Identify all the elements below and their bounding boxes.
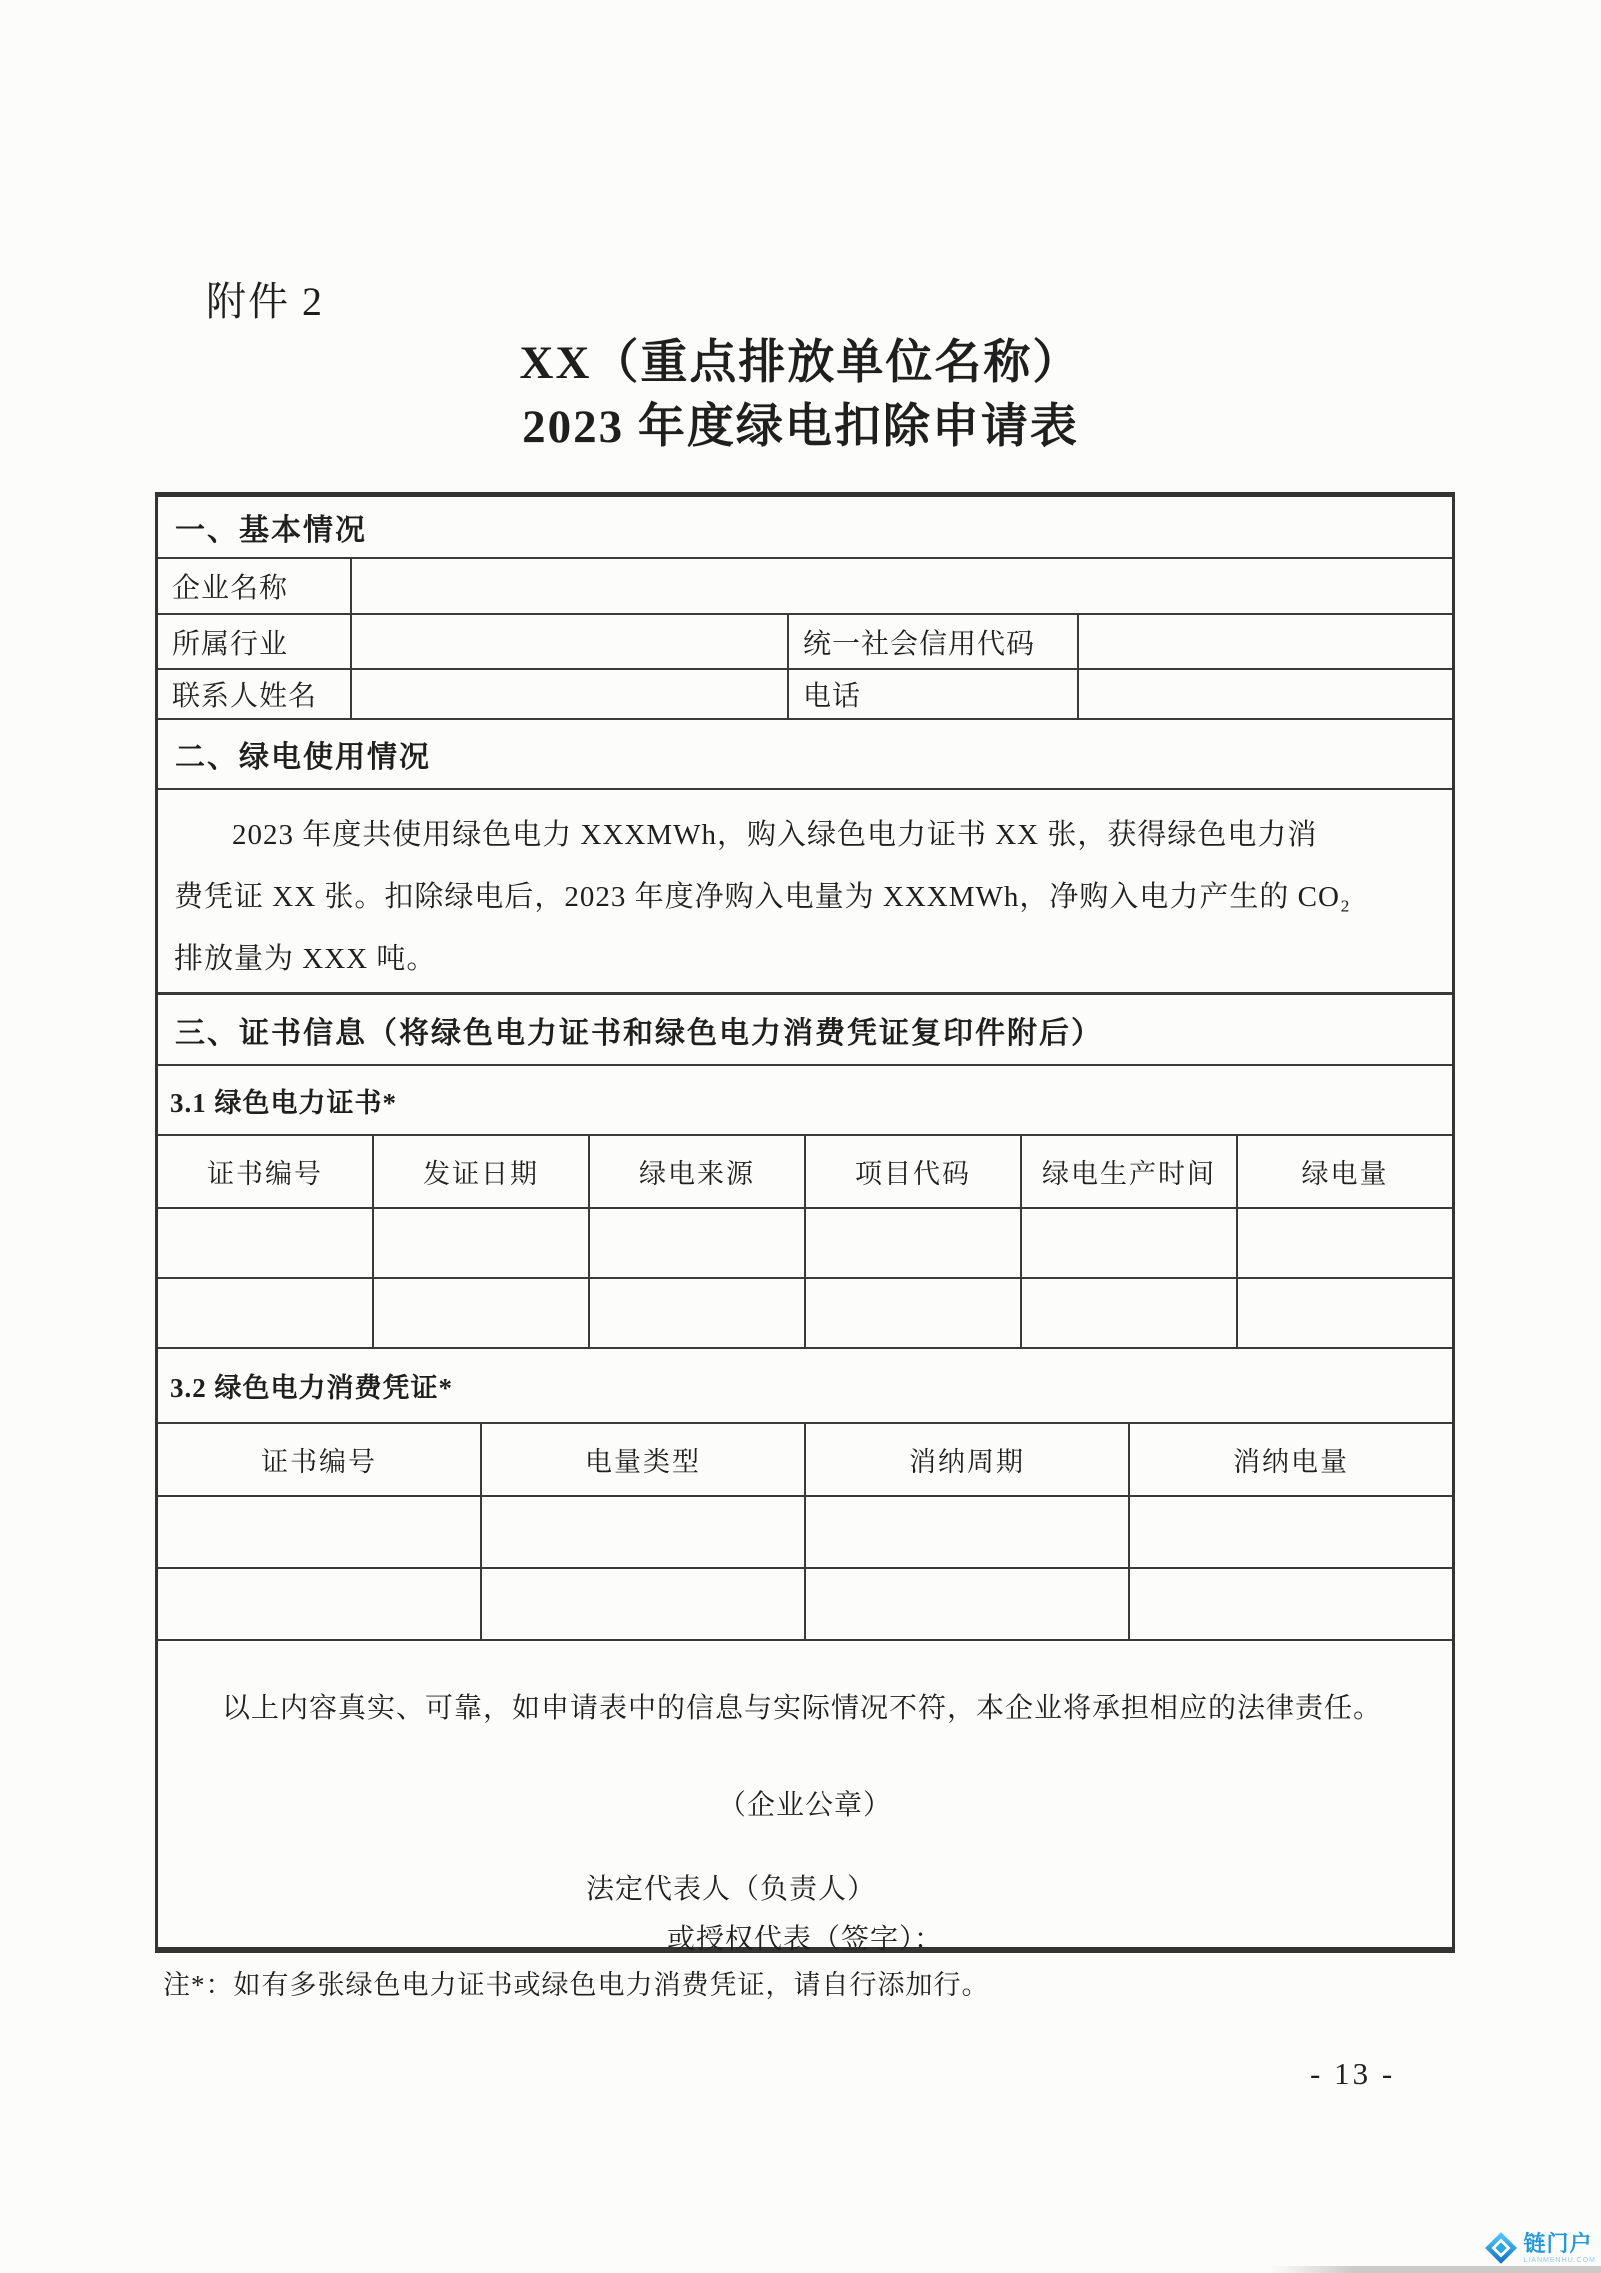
consumption-table-empty-row [158,1497,1452,1569]
credit-code-value-cell [1079,615,1452,668]
phone-label: 电话 [789,670,1079,718]
attachment-label: 附件 2 [206,279,324,324]
consumption-col-amount: 消纳电量 [1233,1447,1349,1477]
cert-col-project-code: 项目代码 [806,1136,1022,1207]
cert-empty-cell [806,1279,1022,1347]
company-name-label: 企业名称 [158,559,352,613]
cert-empty-cell [158,1279,374,1347]
cert-empty-cell [1022,1279,1238,1347]
section3-header: 三、证书信息（将绿色电力证书和绿色电力消费凭证复印件附后） [158,995,1452,1066]
page-title [0,331,1601,459]
cert-empty-cell [590,1209,806,1277]
authorized-representative-line: 或授权代表（签字）： [666,1924,943,1955]
cert-col-number: 证书编号 [158,1136,374,1207]
cert-table-empty-row [158,1279,1452,1349]
cert-empty-cell [1238,1209,1452,1277]
consumption-empty-cell [1130,1497,1452,1567]
title-line-2: 2023 年度绿电扣除申请表 [522,401,1079,453]
consumption-col-period: 消纳周期 [806,1424,1130,1495]
consumption-table-header-row [158,1424,1452,1497]
consumption-empty-cell [482,1569,806,1639]
consumption-empty-cell [806,1569,1130,1639]
contact-name-label: 联系人姓名 [158,670,352,718]
consumption-subsection-label: 3.2 绿色电力消费凭证* [158,1349,1452,1424]
consumption-empty-cell [806,1497,1130,1567]
consumption-empty-cell [1130,1569,1452,1639]
industry-value-cell [352,615,789,668]
cert-empty-cell [374,1209,590,1277]
paragraph-line-1: 2023 年度共使用绿色电力 XXXMWh，购入绿色电力证书 XX 张，获得绿色电力消 [232,819,1318,851]
declaration-block [158,1641,1452,1957]
cert-col-production-time: 绿电生产时间 [1022,1136,1238,1207]
legal-representative-line: 法定代表人（负责人） [585,1874,876,1905]
cert-table-header-row [158,1136,1452,1209]
consumption-empty-cell [158,1497,482,1567]
title-line-1: XX（重点排放单位名称） [519,337,1082,389]
credit-code-label: 统一社会信用代码 [789,615,1079,668]
declaration-statement: 以上内容真实、可靠，如申请表中的信息与实际情况不符，本企业将承担相应的法律责任。 [222,1693,1383,1724]
company-name-row [158,559,1452,615]
company-name-value-cell [352,559,1452,613]
cert-subsection-label: 3.1 绿色电力证书* [158,1066,1452,1136]
consumption-empty-cell [482,1497,806,1567]
scan-edge-shadow [1271,2266,1601,2273]
application-form-table [155,492,1455,1953]
cert-col-amount: 绿电量 [1301,1159,1389,1189]
green-power-usage-paragraph [158,790,1452,995]
cert-table-empty-row [158,1209,1452,1279]
cert-col-source: 绿电来源 [590,1136,806,1207]
section1-header: 一、基本情况 [158,497,1452,559]
page-number: - 13 - [1310,2056,1396,2091]
watermark-text [1523,2230,1596,2264]
industry-label: 所属行业 [158,615,352,668]
industry-row [158,615,1452,670]
paragraph-line-2: 费凭证 XX 张。扣除绿电后，2023 年度净购入电量为 XXXMWh，净购入电力产生的 CO₂ [174,881,1352,913]
company-seal-label: （企业公章） [717,1790,892,1821]
consumption-col-type: 电量类型 [482,1424,806,1495]
watermark [1484,2231,1596,2265]
cert-empty-cell [158,1209,374,1277]
watermark-name: 链门户 [1523,2230,1593,2256]
footnote: 注*：如有多张绿色电力证书或绿色电力消费凭证，请自行添加行。 [163,1970,990,2000]
watermark-domain: LIANMENHU.COM [1523,2256,1596,2264]
cert-empty-cell [1238,1279,1452,1347]
cert-empty-cell [590,1279,806,1347]
lianmenhu-logo-icon [1484,2231,1518,2265]
consumption-empty-cell [158,1569,482,1639]
contact-name-value-cell [352,670,789,718]
contact-row [158,670,1452,720]
cert-empty-cell [374,1279,590,1347]
paragraph-line-3: 排放量为 XXX 吨。 [174,943,437,975]
cert-empty-cell [1022,1209,1238,1277]
consumption-table-empty-row [158,1569,1452,1641]
cert-col-issue-date: 发证日期 [374,1136,590,1207]
cert-empty-cell [806,1209,1022,1277]
section2-header: 二、绿电使用情况 [158,720,1452,790]
consumption-col-number: 证书编号 [158,1424,482,1495]
phone-value-cell [1079,670,1452,718]
